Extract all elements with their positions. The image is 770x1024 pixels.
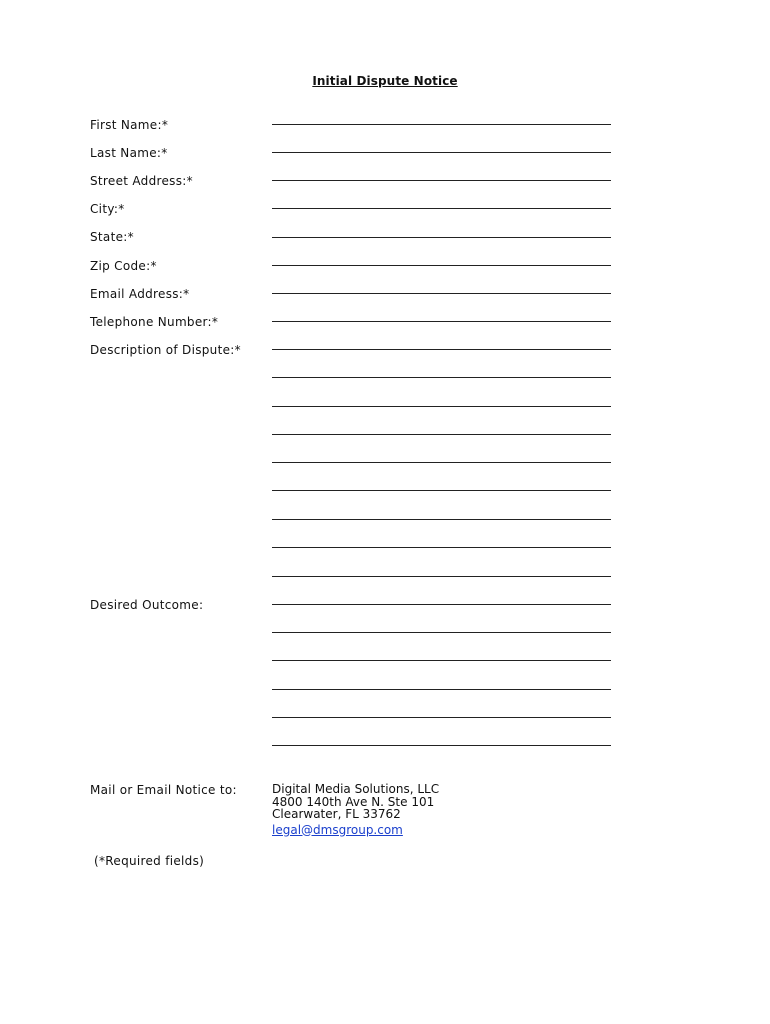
zip-code-line[interactable] <box>272 265 611 266</box>
state-line[interactable] <box>272 237 611 238</box>
description-line[interactable] <box>272 377 611 378</box>
email-address-line[interactable] <box>272 293 611 294</box>
street-address-line[interactable] <box>272 180 611 181</box>
description-line[interactable] <box>272 576 611 577</box>
desired-outcome-line[interactable] <box>272 604 611 605</box>
desired-outcome-line[interactable] <box>272 717 611 718</box>
city-state-zip: Clearwater, FL 33762 <box>272 807 401 821</box>
city-line[interactable] <box>272 208 611 209</box>
first-name-line[interactable] <box>272 124 611 125</box>
mail-notice-label: Mail or Email Notice to: <box>90 783 237 797</box>
description-line[interactable] <box>272 349 611 350</box>
telephone-number-label: Telephone Number:* <box>90 315 219 329</box>
description-line[interactable] <box>272 462 611 463</box>
desired-outcome-line[interactable] <box>272 689 611 690</box>
last-name-label: Last Name:* <box>90 146 168 160</box>
zip-code-label: Zip Code:* <box>90 259 157 273</box>
first-name-label: First Name:* <box>90 118 169 132</box>
city-label: City:* <box>90 202 125 216</box>
description-line[interactable] <box>272 434 611 435</box>
last-name-line[interactable] <box>272 152 611 153</box>
street-address-label: Street Address:* <box>90 174 193 188</box>
desired-outcome-line[interactable] <box>272 632 611 633</box>
description-line[interactable] <box>272 547 611 548</box>
description-of-dispute-label: Description of Dispute:* <box>90 343 241 357</box>
document-title: Initial Dispute Notice <box>312 74 458 88</box>
required-fields-note: (*Required fields) <box>94 854 205 868</box>
email-address-label: Email Address:* <box>90 287 190 301</box>
description-line[interactable] <box>272 519 611 520</box>
description-line[interactable] <box>272 406 611 407</box>
mailing-address <box>272 783 439 836</box>
state-label: State:* <box>90 230 134 244</box>
telephone-number-line[interactable] <box>272 321 611 322</box>
legal-email-link[interactable]: legal@dmsgroup.com <box>272 822 403 837</box>
description-line[interactable] <box>272 490 611 491</box>
desired-outcome-line[interactable] <box>272 660 611 661</box>
desired-outcome-label: Desired Outcome: <box>90 598 204 612</box>
street-address: 4800 140th Ave N. Ste 101 <box>272 794 435 809</box>
company-name: Digital Media Solutions, LLC <box>272 782 440 796</box>
desired-outcome-line[interactable] <box>272 745 611 746</box>
